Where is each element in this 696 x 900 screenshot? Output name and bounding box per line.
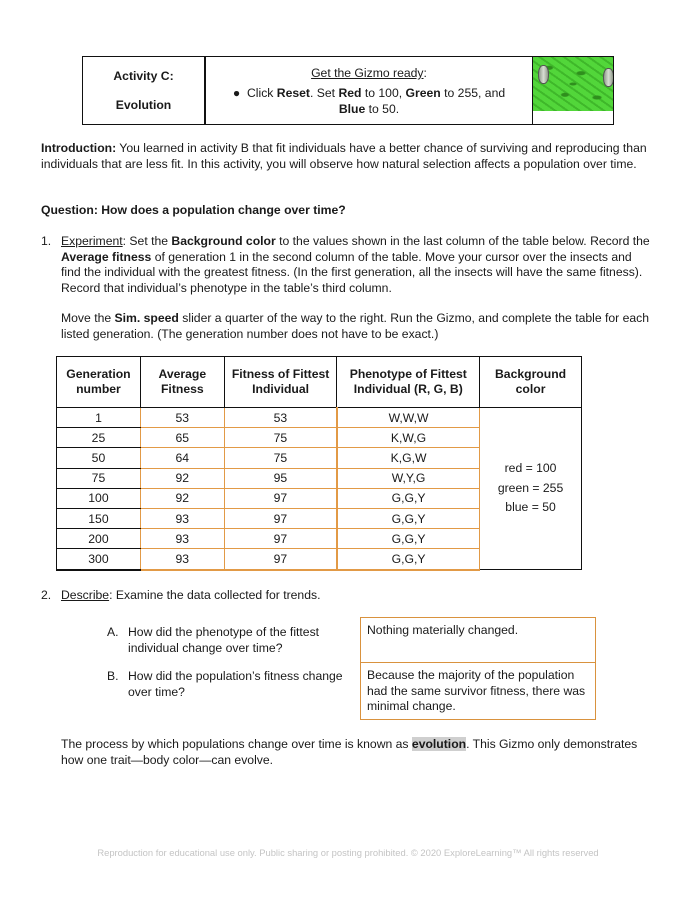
table-row: 150 93 97 G,G,Y <box>57 508 582 528</box>
header-phenotype: Phenotype of Fittest Individual (R, G, B) <box>337 357 480 408</box>
step-2-paragraph: Describe: Examine the data collected for trends. <box>61 588 321 602</box>
step-1-number: 1. <box>41 234 52 248</box>
gizmo-ready-cell: Get the Gizmo ready: ● Click Reset. Set Red to 100, Green to 255, and Blue to 50. <box>206 57 533 124</box>
question-heading: Question: How does a population change over time? <box>41 203 346 217</box>
background-color-cell: red = 100 green = 255 blue = 50 <box>480 408 582 570</box>
copyright-footer: Reproduction for educational use only. Public sharing or posting prohibited. © 2020 ExploreLearning™ All rights reserved <box>97 847 599 858</box>
step-1-paragraph: Experiment: Set the Background color to the values shown in the last column of the table below. Record the Average fitness of generation 1 in the second column of the table. Move your cursor over the insects and find the individual with the greatest fitness. (In the first generation, all the insects will have the same fitness). Record that individual’s phenotype in the table’s third column. <box>61 234 650 295</box>
table-row: 1 53 53 W,W,W red = 100 green = 255 blue = 50 <box>57 408 582 428</box>
activity-header <box>82 56 614 125</box>
insect-icon <box>603 68 613 87</box>
gizmo-ready-title: Get the Gizmo ready <box>311 66 424 80</box>
header-fittest-fitness: Fitness of Fittest Individual <box>224 357 337 408</box>
bullet-icon: ● <box>232 86 247 100</box>
introduction-label: Introduction: <box>41 141 117 155</box>
insect-icon <box>538 65 549 84</box>
leaf-background-image <box>533 57 613 111</box>
answer-b-field[interactable]: Because the majority of the population had the same survivor fitness, there was minimal change. <box>360 662 596 720</box>
header-average-fitness: Average Fitness <box>140 357 224 408</box>
step-2-number: 2. <box>41 588 52 602</box>
table-row: 75 92 95 W,Y,G <box>57 468 582 488</box>
gizmo-image-cell <box>533 57 613 124</box>
introduction-paragraph: Introduction: You learned in activity B that fit individuals have a better chance of surviving and reproducing than individuals that are less fit. In this activity, you will observe how natural selection affects a population over time. <box>41 141 647 171</box>
answer-a-field[interactable]: Nothing materially changed. <box>360 617 596 663</box>
table-row: 200 93 97 G,G,Y <box>57 529 582 549</box>
header-background-color: Background color <box>480 357 582 408</box>
describe-label: Describe <box>61 588 110 602</box>
table-row: 100 92 97 G,G,Y <box>57 488 582 508</box>
table-row: 50 64 75 K,G,W <box>57 448 582 468</box>
generation-data-table <box>56 356 582 571</box>
activity-label: Activity C: <box>113 69 174 83</box>
gizmo-ready-instruction: ● Click Reset. Set Red to 100, Green to 255, and Blue to 50. <box>232 86 506 116</box>
closing-paragraph: The process by which populations change over time is known as evolution. This Gizmo only demonstrates how one trait—body color—can evolve. <box>61 737 638 767</box>
header-generation: Generation number <box>57 357 141 408</box>
experiment-label: Experiment <box>61 234 123 248</box>
step-1-sim-speed-paragraph: Move the Sim. speed slider a quarter of the way to the right. Run the Gizmo, and complete the table for each listed generation. (The generation number does not have to be exact.) <box>61 311 650 341</box>
activity-name: Evolution <box>115 98 172 112</box>
activity-title-cell <box>83 57 206 124</box>
evolution-term: evolution <box>411 737 467 751</box>
table-row: 25 65 75 K,W,G <box>57 428 582 448</box>
table-row: 300 93 97 G,G,Y <box>57 549 582 570</box>
